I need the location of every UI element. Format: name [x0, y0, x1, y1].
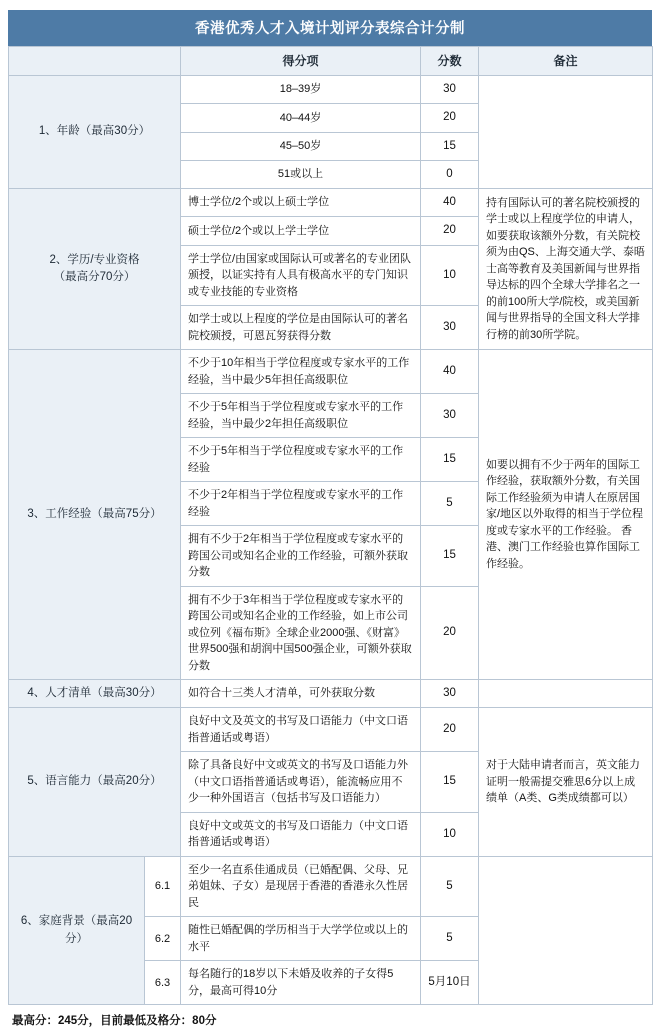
item-index: 6.3: [145, 961, 181, 1005]
item-points: 5月10日: [421, 961, 479, 1005]
item-label: 51或以上: [181, 160, 421, 188]
item-label: 良好中文或英文的书写及口语能力（中文口语指普通话或粤语）: [181, 812, 421, 856]
footer-note: 最高分：245分，目前最低及格分：80分: [12, 1015, 217, 1028]
item-points: 30: [421, 680, 479, 708]
item-points: 20: [421, 586, 479, 680]
category-age: 1、年龄（最高30分）: [9, 76, 181, 189]
item-label: 拥有不少于2年相当于学位程度或专家水平的跨国公司或知名企业的工作经验，可额外获取分数: [181, 526, 421, 587]
item-label: 如符合十三类人才清单，可外获取分数: [181, 680, 421, 708]
column-header-remark: 备注: [479, 47, 653, 76]
item-label: 如学士或以上程度的学位是由国际认可的著名院校颁授，可恩瓦努获得分数: [181, 306, 421, 350]
item-points: 15: [421, 438, 479, 482]
column-header-points: 分数: [421, 47, 479, 76]
remark-talent-list: [479, 680, 653, 708]
item-label: 40–44岁: [181, 104, 421, 132]
item-label: 不少于2年相当于学位程度或专家水平的工作经验: [181, 482, 421, 526]
item-points: 15: [421, 526, 479, 587]
category-education-line1: 2、学历/专业资格: [49, 253, 140, 266]
column-header-category: [9, 47, 181, 76]
item-points: 15: [421, 752, 479, 813]
item-label: 硕士学位/2个或以上学士学位: [181, 217, 421, 245]
category-family: 6、家庭背景（最高20分）: [9, 856, 145, 1005]
category-experience: 3、工作经验（最高75分）: [9, 350, 181, 680]
item-label: 良好中文及英文的书写及口语能力（中文口语指普通话或粤语）: [181, 708, 421, 752]
item-label: 至少一名直系佳通成员（已婚配偶、父母、兄弟姐妹、子女）是现居于香港的香港永久性居民: [181, 856, 421, 917]
item-points: 20: [421, 708, 479, 752]
item-label: 每名随行的18岁以下未婚及收养的子女得5分，最高可得10分: [181, 961, 421, 1005]
item-points: 0: [421, 160, 479, 188]
category-education-line2: （最高分70分）: [53, 271, 136, 283]
item-index: 6.1: [145, 856, 181, 917]
item-label: 18–39岁: [181, 76, 421, 104]
page-title: 香港优秀人才入境计划评分表综合计分制: [8, 10, 652, 46]
item-points: 40: [421, 189, 479, 217]
item-points: 5: [421, 482, 479, 526]
item-points: 20: [421, 104, 479, 132]
score-table: [8, 46, 653, 1005]
table-header-row: [9, 47, 653, 76]
table-row: [9, 76, 653, 104]
item-label: 拥有不少于3年相当于学位程度或专家水平的跨国公司或知名企业的工作经验，如上市公司或位列《福布斯》全球企业2000强、《财富》世界500强和胡润中国500强企业，可额外获取分数: [181, 586, 421, 680]
item-points: 30: [421, 306, 479, 350]
remark-age: [479, 76, 653, 189]
category-education: [9, 189, 181, 350]
remark-family: [479, 856, 653, 1005]
column-header-item: 得分项: [181, 47, 421, 76]
item-points: 5: [421, 917, 479, 961]
item-label: 随性已婚配偶的学历相当于大学学位或以上的水平: [181, 917, 421, 961]
item-label: 不少于10年相当于学位程度或专家水平的工作经验，当中最少5年担任高级职位: [181, 350, 421, 394]
table-row: [9, 189, 653, 217]
remark-language: 对于大陆申请者而言，英文能力证明一般需提交雅思6分以上成绩单（A类、G类成绩都可以）: [479, 708, 653, 857]
item-points: 10: [421, 245, 479, 306]
table-body: [9, 76, 653, 1005]
category-talent-list: 4、人才清单（最高30分）: [9, 680, 181, 708]
item-label: 博士学位/2个或以上硕士学位: [181, 189, 421, 217]
item-label: 不少于5年相当于学位程度或专家水平的工作经验: [181, 438, 421, 482]
item-points: 5: [421, 856, 479, 917]
table-row: [9, 856, 653, 917]
item-points: 30: [421, 394, 479, 438]
table-row: [9, 350, 653, 394]
item-points: 10: [421, 812, 479, 856]
item-index: 6.2: [145, 917, 181, 961]
item-points: 40: [421, 350, 479, 394]
item-points: 30: [421, 76, 479, 104]
category-language: 5、语言能力（最高20分）: [9, 708, 181, 857]
table-row: [9, 708, 653, 752]
item-label: 45–50岁: [181, 132, 421, 160]
remark-education: 持有国际认可的著名院校颁授的学士或以上程度学位的申请人，如要获取该额外分数，有关院校须为由QS、上海交通大学、泰晤士高等教育及美国新闻与世界指导达标的四个全球大学排名之一的前100所大学/院校，或美国新闻与世界指导的全国文科大学排行榜的前30所学院。: [479, 189, 653, 350]
remark-experience: 如要以拥有不少于两年的国际工作经验，获取额外分数，有关国际工作经验须为申请人在原居国家/地区以外取得的相当于学位程度或专家水平的工作经验。 香港、澳门工作经验也算作国际工作经验。: [479, 350, 653, 680]
table-row: [9, 680, 653, 708]
item-label: 除了具备良好中文或英文的书写及口语能力外（中文口语指普通话或粤语），能流畅应用不少一种外国语言（包括书写及口语能力）: [181, 752, 421, 813]
item-label: 不少于5年相当于学位程度或专家水平的工作经验，当中最少2年担任高级职位: [181, 394, 421, 438]
item-label: 学士学位/由国家或国际认可或著名的专业团队颁授，以证实持有人具有极高水平的专门知识或专业技能的专业资格: [181, 245, 421, 306]
item-points: 15: [421, 132, 479, 160]
item-points: 20: [421, 217, 479, 245]
table-header: [9, 47, 653, 76]
